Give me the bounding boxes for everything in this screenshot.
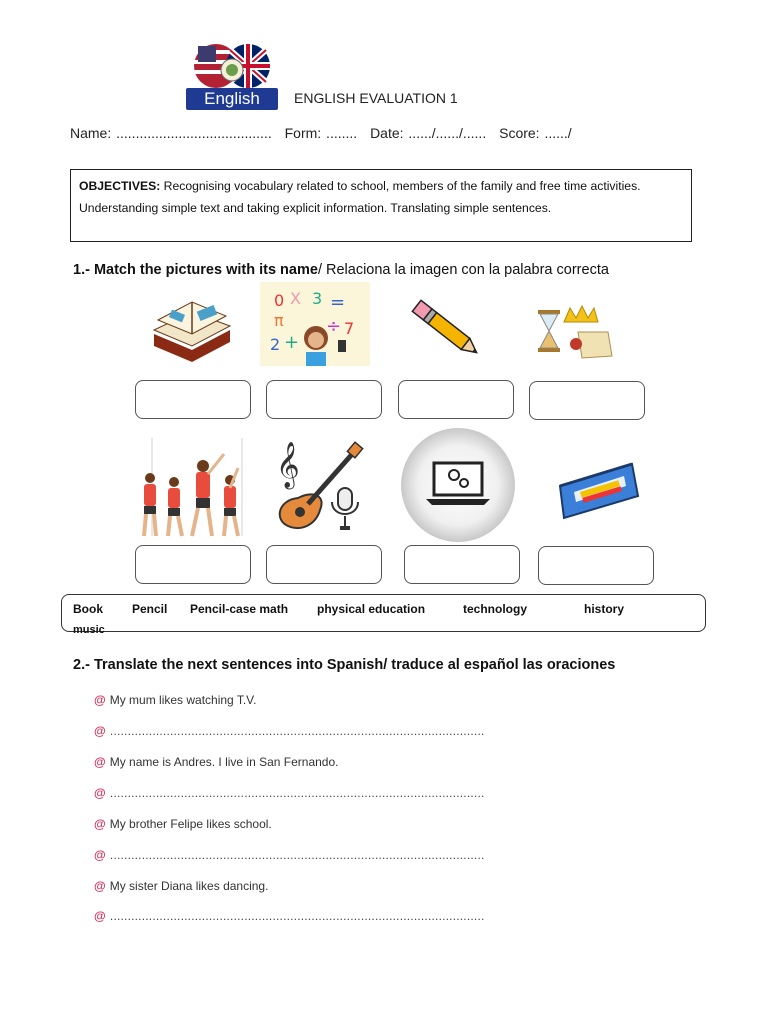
objectives-text: Recognising vocabulary related to school, members of the family and free time activities. Understanding simple text and taking explicit information. Translating simple sentences. [79,179,641,215]
pencil-case-icon [554,456,640,528]
word-bank-item: history [584,602,625,616]
answer-box-8[interactable] [538,546,654,585]
technology-icon [400,427,516,543]
sentence-3: @ My brother Felipe likes school. [94,817,272,831]
bullet-icon: @ [94,786,106,800]
bullet-icon: @ [94,724,106,738]
technology-picture [400,427,516,543]
svg-text:0: 0 [274,291,285,310]
word-bank-item: technology [463,602,528,616]
answer-box-7[interactable] [404,545,520,584]
flags-icon [186,40,278,90]
objectives-label: OBJECTIVES: [79,179,161,193]
physical-education-picture [138,438,246,542]
svg-text:2: 2 [270,335,281,354]
bullet-icon: @ [94,693,106,707]
word-bank-item: physical education [317,602,426,616]
music-picture [268,440,366,530]
word-bank-item: music [73,624,105,636]
english-logo [186,40,278,112]
physical-education-icon [138,438,246,542]
answer-box-2[interactable] [266,380,382,419]
question-1-heading: 1.- Match the pictures with its name/ Relaciona la imagen con la palabra correcta [73,262,609,278]
answer-line-3[interactable]: @ .......................................................................................................... [94,848,485,862]
answer-box-5[interactable] [135,545,251,584]
pencil-picture [404,296,488,364]
book-icon [148,290,234,364]
page-title: ENGLISH EVALUATION 1 [294,90,458,106]
music-icon [268,440,366,530]
svg-text:=: = [330,292,346,313]
svg-text:𝄞: 𝄞 [276,442,300,488]
history-picture [528,296,628,368]
score-field[interactable]: Score: ....../ [499,125,572,141]
svg-text:3: 3 [312,289,323,308]
student-info-line [70,125,580,141]
sentence-1: @ My mum likes watching T.V. [94,693,257,707]
bullet-icon: @ [94,909,106,923]
bullet-icon: @ [94,755,106,769]
answer-box-6[interactable] [266,545,382,584]
date-field[interactable]: Date: ....../....../...... [370,125,487,141]
answer-box-4[interactable] [529,381,645,420]
answer-line-4[interactable]: @ .......................................................................................................... [94,909,485,923]
word-bank-item: Pencil-case math [190,602,289,616]
form-field[interactable]: Form: ........ [284,125,358,141]
pencil-case-picture [554,456,640,528]
bullet-icon: @ [94,879,106,893]
question-2-heading: 2.- Translate the next sentences into Spanish/ traduce al español las oraciones [73,657,616,673]
svg-text:+: + [284,332,300,353]
word-bank-item: Pencil [132,602,168,616]
answer-box-1[interactable] [135,380,251,419]
book-picture [148,290,234,364]
svg-text:π: π [274,311,284,330]
math-icon [260,282,370,366]
answer-line-2[interactable]: @ .......................................................................................................... [94,786,485,800]
svg-text:X: X [290,289,301,308]
word-bank-item: Book [73,602,103,616]
bullet-icon: @ [94,817,106,831]
svg-text:÷: ÷ [326,316,342,337]
sentence-2: @ My name is Andres. I live in San Fernando. [94,755,339,769]
bullet-icon: @ [94,848,106,862]
logo-text: English [186,88,278,110]
name-field[interactable]: Name: ........................................ [70,125,272,141]
history-icon [528,296,628,368]
answer-box-3[interactable] [398,380,514,419]
objectives-box [70,169,692,242]
math-picture [260,282,370,366]
answer-line-1[interactable]: @ .......................................................................................................... [94,724,485,738]
pencil-icon [404,296,488,364]
sentence-4: @ My sister Diana likes dancing. [94,879,269,893]
svg-text:7: 7 [344,319,355,338]
